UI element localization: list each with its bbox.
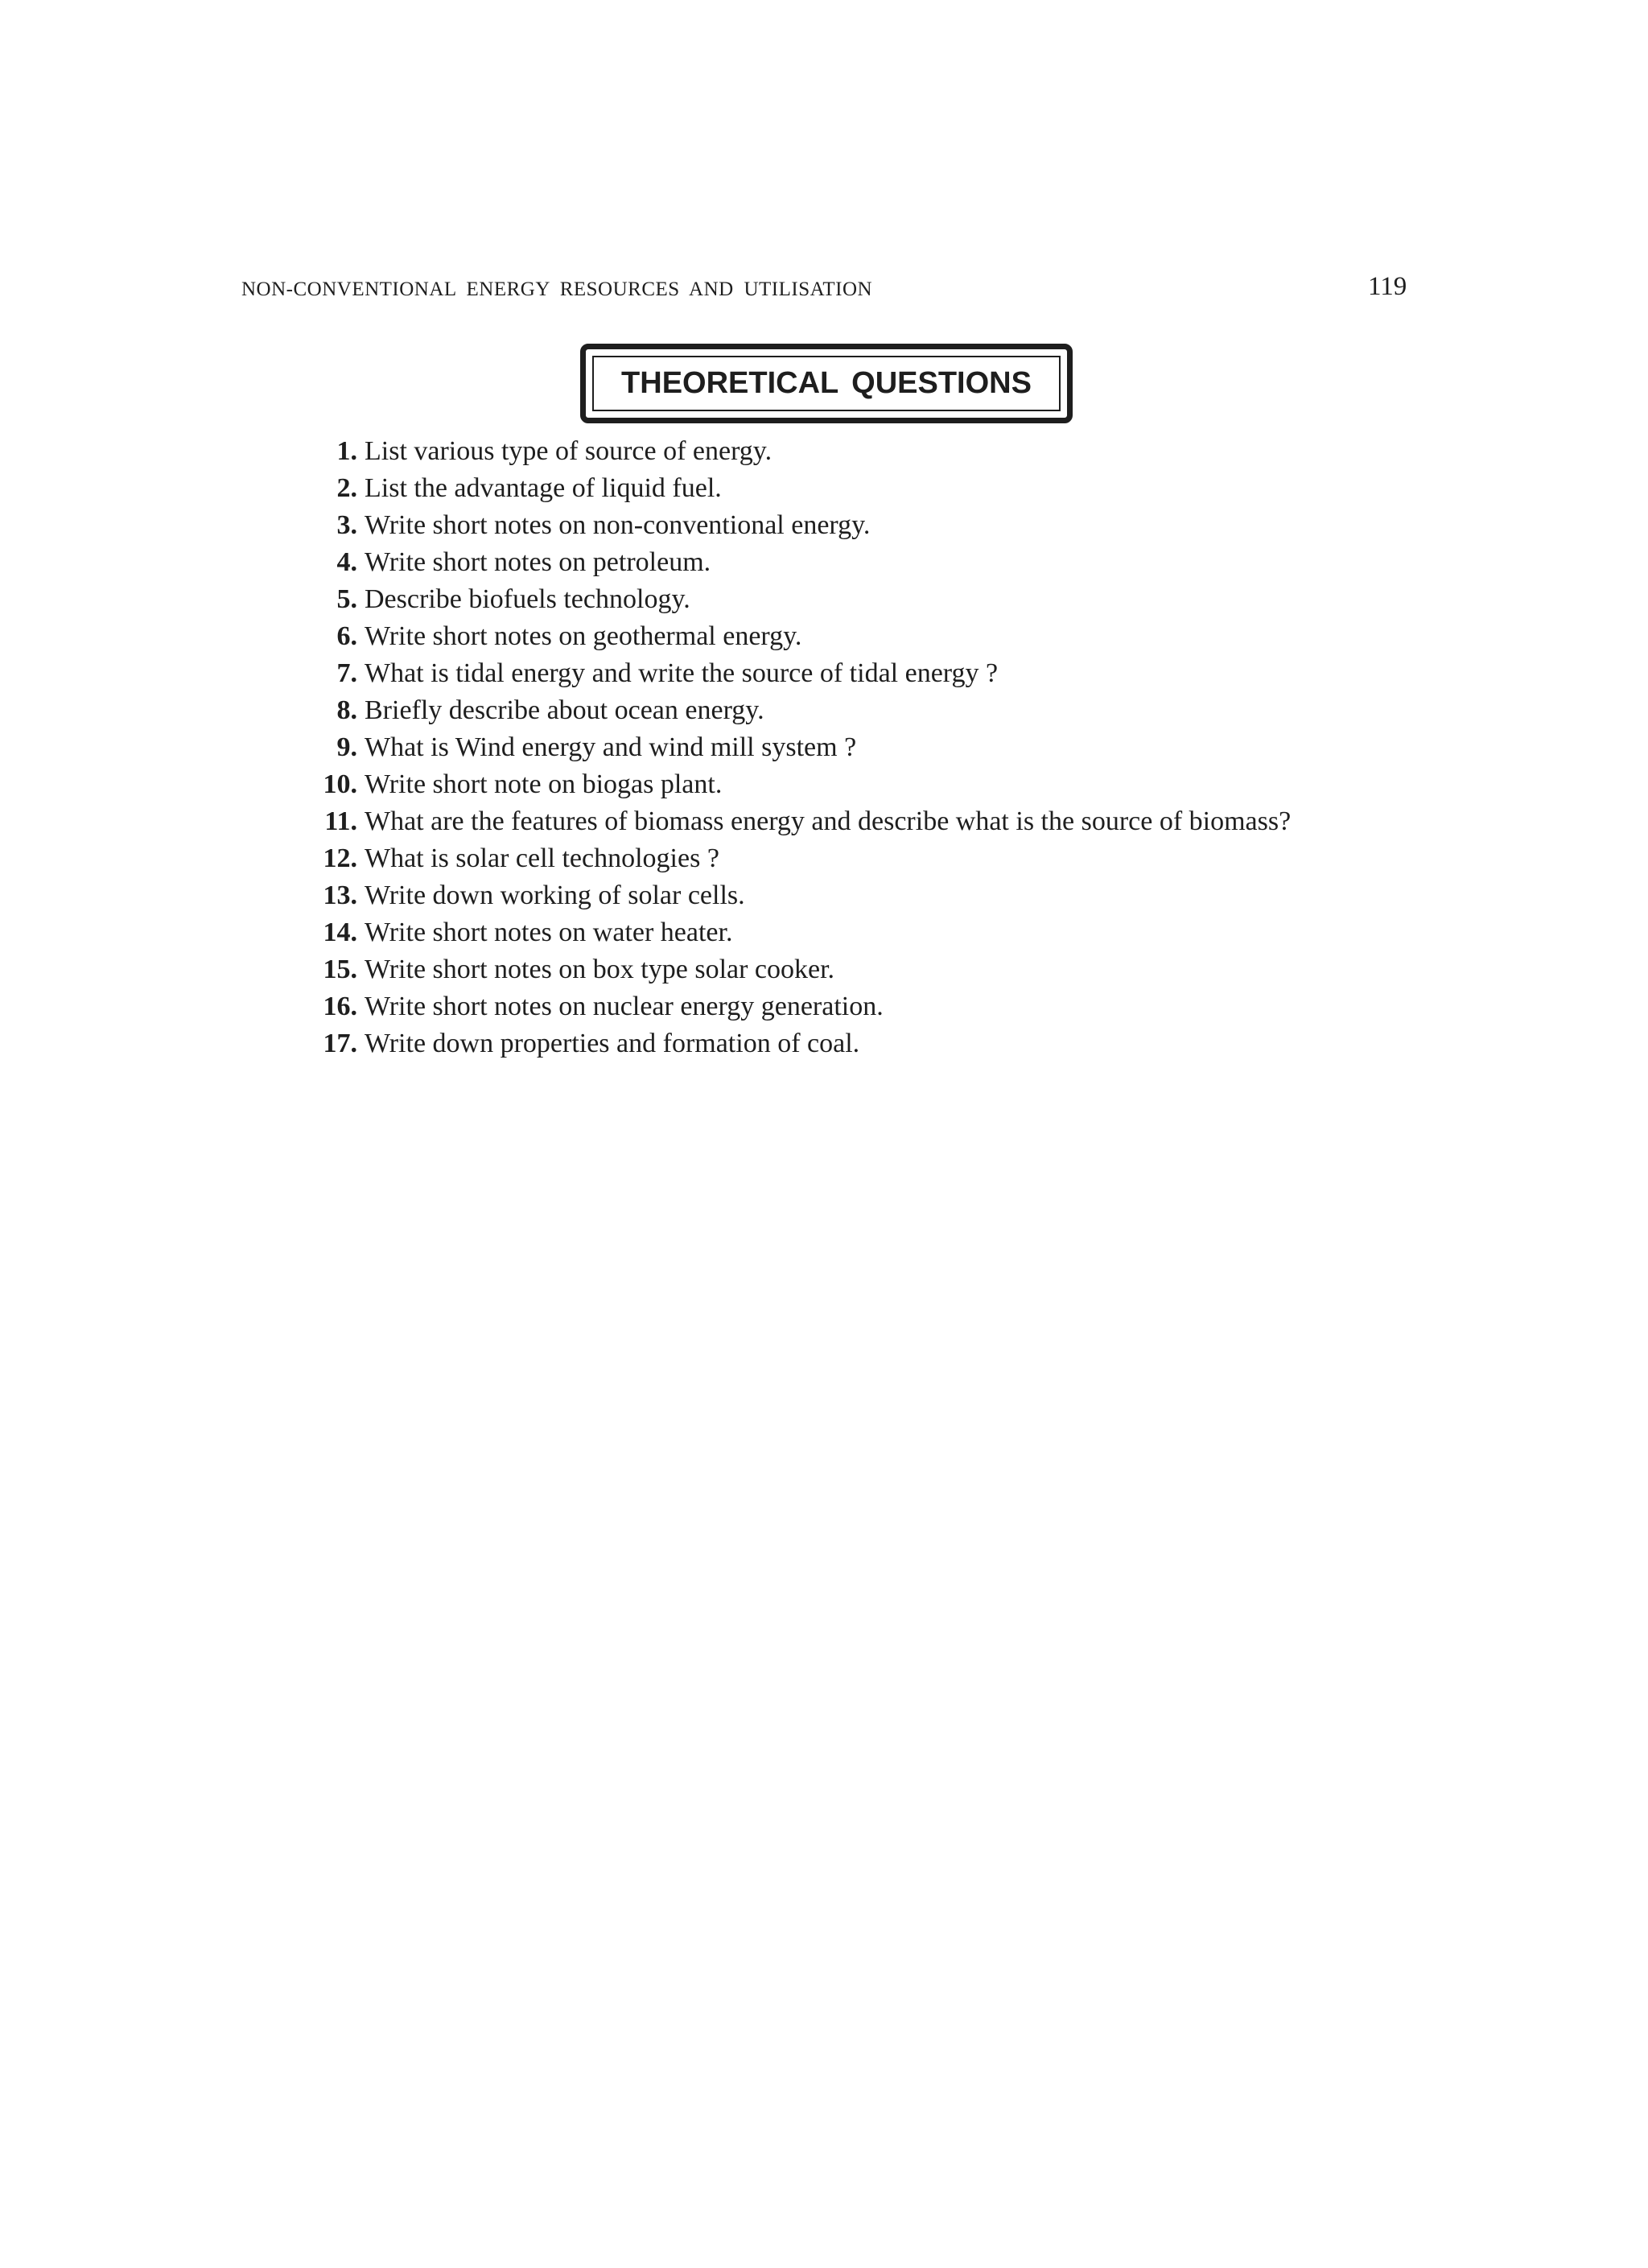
question-item bbox=[306, 729, 1432, 766]
question-text: Describe biofuels technology. bbox=[365, 584, 690, 614]
question-number: 5. bbox=[336, 584, 357, 614]
question-item bbox=[306, 433, 1432, 470]
question-item bbox=[306, 507, 1432, 544]
section-title-inner-frame bbox=[592, 356, 1061, 411]
question-item bbox=[306, 544, 1432, 581]
question-number: 15. bbox=[323, 955, 357, 984]
running-head: NON-CONVENTIONAL ENERGY RESOURCES AND UTILISATION bbox=[241, 278, 873, 300]
question-number: 9. bbox=[336, 732, 357, 762]
question-item bbox=[306, 766, 1432, 803]
question-item bbox=[306, 1025, 1432, 1062]
question-text: What is solar cell technologies ? bbox=[365, 843, 719, 873]
question-text: Write down working of solar cells. bbox=[365, 880, 745, 910]
question-item bbox=[306, 581, 1432, 618]
question-item bbox=[306, 951, 1432, 988]
question-text: Write short notes on geothermal energy. bbox=[365, 621, 802, 651]
question-number: 16. bbox=[323, 992, 357, 1021]
question-number: 4. bbox=[336, 547, 357, 577]
question-item bbox=[306, 877, 1432, 914]
question-text: What is Wind energy and wind mill system ? bbox=[365, 732, 857, 762]
question-number: 1. bbox=[336, 436, 357, 466]
question-text: Write short note on biogas plant. bbox=[365, 769, 723, 799]
question-text: Write short notes on non-conventional energy. bbox=[365, 510, 871, 540]
question-text: Write short notes on water heater. bbox=[365, 918, 733, 947]
question-item bbox=[306, 655, 1432, 692]
question-item bbox=[306, 618, 1432, 655]
question-text: Briefly describe about ocean energy. bbox=[365, 695, 764, 725]
question-text: Write short notes on nuclear energy generation. bbox=[365, 992, 884, 1021]
question-text: What is tidal energy and write the source of tidal energy ? bbox=[365, 658, 999, 688]
question-number: 13. bbox=[323, 880, 357, 910]
question-number: 8. bbox=[336, 695, 357, 725]
question-item bbox=[306, 988, 1432, 1025]
question-number: 17. bbox=[323, 1029, 357, 1058]
section-title: THEORETICAL QUESTIONS bbox=[621, 366, 1032, 400]
section-title-box bbox=[580, 344, 1073, 423]
question-item bbox=[306, 692, 1432, 729]
question-text: Write down properties and formation of coal. bbox=[365, 1029, 860, 1058]
page-number: 119 bbox=[1368, 272, 1407, 301]
question-list bbox=[306, 433, 1432, 1062]
question-number: 2. bbox=[336, 473, 357, 503]
question-item bbox=[306, 803, 1432, 840]
question-number: 10. bbox=[323, 769, 357, 799]
question-number: 3. bbox=[336, 510, 357, 540]
question-text: List the advantage of liquid fuel. bbox=[365, 473, 722, 503]
question-text: List various type of source of energy. bbox=[365, 436, 772, 466]
question-number: 6. bbox=[336, 621, 357, 651]
question-item bbox=[306, 840, 1432, 877]
question-number: 14. bbox=[323, 918, 357, 947]
question-number: 7. bbox=[336, 658, 357, 688]
question-item bbox=[306, 470, 1432, 507]
question-number: 11. bbox=[324, 806, 357, 836]
question-number: 12. bbox=[323, 843, 357, 873]
question-text: Write short notes on petroleum. bbox=[365, 547, 711, 577]
question-text: What are the features of biomass energy and describe what is the source of biomass? bbox=[365, 806, 1292, 836]
question-item bbox=[306, 914, 1432, 951]
question-text: Write short notes on box type solar cooker. bbox=[365, 955, 835, 984]
